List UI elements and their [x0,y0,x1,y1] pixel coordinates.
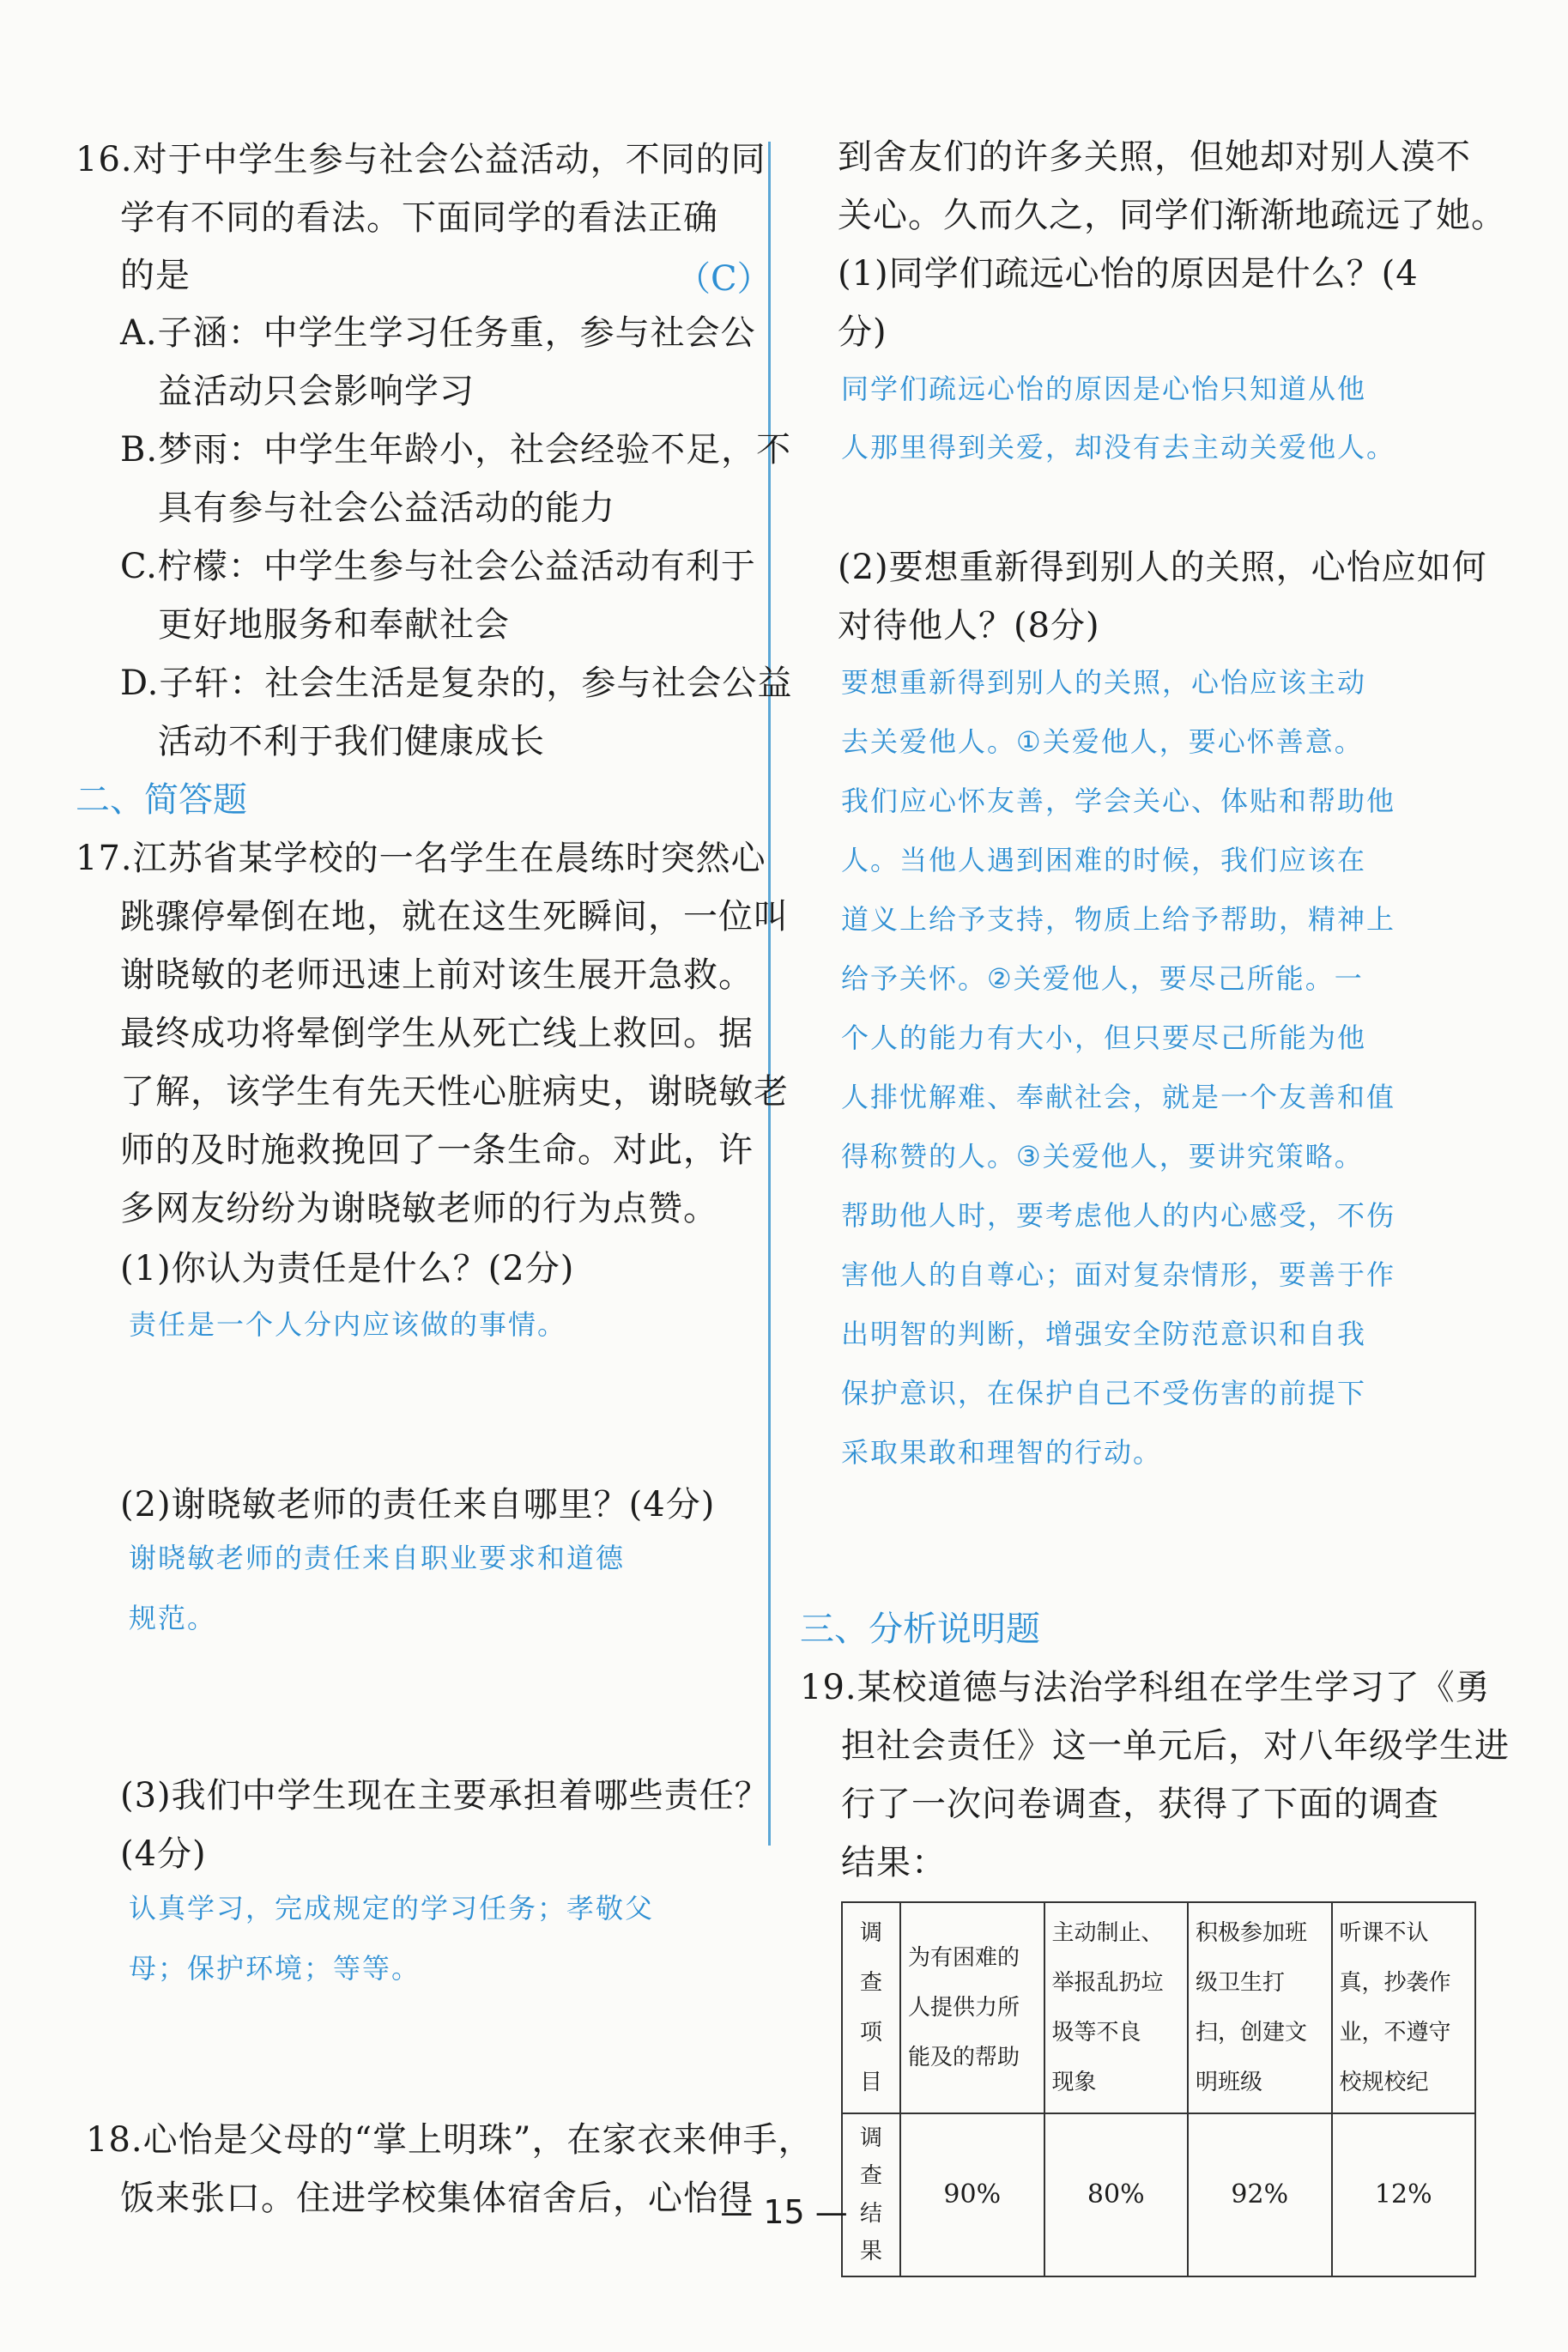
q16-option-b-2: 具有参与社会公益活动的能力 [158,488,615,528]
table-cell-value: 90% [900,2113,1044,2276]
q17-answer-2-line-2: 规范。 [129,1602,217,1634]
table-cell [1188,1902,1332,2113]
q17-line-1: 17.江苏省某学校的一名学生在晨练时突然心 [76,839,766,878]
q19-line-2: 担社会责任》这一单元后，对八年级学生进 [841,1726,1510,1766]
q18-answer-2-line-6: 给予关怀。②关爱他人，要尽己所能。一 [841,962,1364,995]
q16-option-a-1: A.子涵：中学生学习任务重，参与社会公 [120,313,756,353]
table-header-item [842,1902,900,2113]
table-cell-value: 12% [1332,2113,1476,2276]
q16-option-b-1: B.梦雨：中学生年龄小，社会经验不足，不 [120,430,792,470]
q18-answer-2-line-13: 保护意识，在保护自己不受伤害的前提下 [841,1377,1367,1409]
q17-sub1: (1)你认为责任是什么？(2分) [120,1249,575,1288]
table-cell-text: 举报乱扔垃 [1051,1970,1164,1996]
table-cell-text: 明班级 [1196,2070,1263,2095]
q18-answer-2-line-2: 去关爱他人。①关爱他人，要心怀善意。 [841,725,1364,758]
q17-sub2: (2)谢晓敏老师的责任来自哪里？(4分) [120,1485,716,1525]
table-cell-text: 级卫生打 [1196,1970,1286,1996]
q18-sub1-line-2: 分) [838,312,887,352]
table-cell [1332,1902,1476,2113]
q16-option-a-2: 益活动只会影响学习 [158,372,475,411]
q16-answer: （C） [676,259,772,299]
q18-answer-2-line-11: 害他人的自尊心；面对复杂情形，要善于作 [841,1258,1396,1291]
table-cell-text: 真，抄袭作 [1339,1970,1451,1996]
q18-line-3: 到舍友们的许多关照，但她却对别人漠不 [838,137,1471,177]
q17-sub3-line-2: (4分) [120,1834,207,1874]
q18-answer-1-line-2: 人那里得到关爱，却没有去主动关爱他人。 [841,431,1396,464]
table-cell-text: 积极参加班 [1196,1920,1308,1946]
table-cell-value: 80% [1044,2113,1189,2276]
q16-line-3: 的是 [120,256,191,295]
q18-sub1-line-1: (1)同学们疏远心怡的原因是什么？(4 [838,254,1419,294]
q17-answer-2-line-1: 谢晓敏老师的责任来自职业要求和道德 [129,1542,626,1574]
q18-line-1: 18.心怡是父母的“掌上明珠”，在家衣来伸手， [86,2120,814,2160]
q18-answer-2-line-10: 帮助他人时，要考虑他人的内心感受，不伤 [841,1199,1396,1232]
table-cell-text: 现象 [1051,2070,1097,2095]
table-cell-text: 能及的帮助 [908,2045,1020,2070]
q18-line-4: 关心。久而久之，同学们渐渐地疏远了她。 [838,196,1506,235]
q19-line-3: 行了一次问卷调查，获得了下面的调查 [841,1785,1439,1824]
q16-option-d-2: 活动不利于我们健康成长 [158,722,545,761]
table-cell-text: 人提供力所 [908,1995,1020,2021]
table-cell-text: 为有困难的 [908,1945,1020,1971]
q16-option-d-1: D.子轩：社会生活是复杂的，参与社会公益 [120,664,793,703]
q17-line-5: 了解，该学生有先天性心脏病史，谢晓敏老 [120,1072,789,1112]
q18-answer-2-line-5: 道义上给予支持，物质上给予帮助，精神上 [841,903,1396,936]
q17-line-6: 师的及时施救挽回了一条生命。对此，许 [120,1131,754,1170]
q19-line-1: 19.某校道德与法治学科组在学生学习了《勇 [800,1668,1491,1707]
q18-answer-2-line-3: 我们应心怀友善，学会关心、体贴和帮助他 [841,785,1396,817]
q18-answer-2-line-12: 出明智的判断，增强安全防范意识和自我 [841,1318,1367,1350]
q18-answer-2-line-8: 人排忧解难、奉献社会，就是一个友善和值 [841,1081,1396,1113]
q18-answer-2-line-7: 个人的能力有大小，但只要尽己所能为他 [841,1021,1367,1054]
q16-line-2: 学有不同的看法。下面同学的看法正确 [120,198,718,238]
section-3-title: 三、分析说明题 [800,1609,1040,1649]
table-cell-text: 调查 [859,1920,882,1996]
page-number: — 15 — [720,2193,848,2231]
q18-line-2: 饭来张口。住进学校集体宿舍后，心怡得 [120,2179,754,2218]
table-cell-text: 调查 [859,2125,882,2189]
table-cell-text: 扫，创建文 [1196,2020,1308,2046]
table-cell-text: 项目 [859,2020,882,2095]
table-cell-text: 主动制止、 [1051,1920,1164,1946]
table-cell-text: 圾等不良 [1051,2020,1141,2046]
table-cell-text: 校规校纪 [1339,2070,1429,2095]
q17-line-4: 最终成功将晕倒学生从死亡线上救回。据 [120,1014,754,1053]
q16-line-1: 16.对于中学生参与社会公益活动，不同的同 [76,140,766,179]
q16-option-c-2: 更好地服务和奉献社会 [158,605,510,645]
column-divider [768,142,771,1846]
q17-line-7: 多网友纷纷为谢晓敏老师的行为点赞。 [120,1189,718,1228]
q18-answer-2-line-14: 采取果敢和理智的行动。 [841,1436,1163,1469]
q17-sub3-line-1: (3)我们中学生现在主要承担着哪些责任？ [120,1776,770,1816]
q18-answer-2-line-1: 要想重新得到别人的关照，心怡应该主动 [841,666,1367,699]
q16-option-c-1: C.柠檬：中学生参与社会公益活动有利于 [120,547,756,586]
q17-answer-3-line-1: 认真学习，完成规定的学习任务；孝敬父 [129,1892,655,1925]
q17-answer-1: 责任是一个人分内应该做的事情。 [129,1308,567,1341]
table-cell-text: 结果 [859,2201,882,2264]
table-cell-text: 业，不遵守 [1339,2020,1451,2046]
table-row [842,1902,1475,2113]
table-cell-value: 92% [1188,2113,1332,2276]
table-cell [900,1902,1044,2113]
q17-answer-3-line-2: 母；保护环境；等等。 [129,1952,421,1985]
q18-answer-1-line-1: 同学们疏远心怡的原因是心怡只知道从他 [841,373,1367,405]
table-cell-text: 听课不认 [1339,1920,1429,1946]
section-2-title: 二、简答题 [76,780,247,820]
q17-line-2: 跳骤停晕倒在地，就在这生死瞬间，一位叫 [120,897,789,937]
q18-sub2-line-2: 对待他人？(8分) [838,606,1100,646]
q18-sub2-line-1: (2)要想重新得到别人的关照，心怡应如何 [838,548,1487,587]
table-cell [1044,1902,1189,2113]
q18-answer-2-line-4: 人。当他人遇到困难的时候，我们应该在 [841,844,1367,876]
q17-line-3: 谢晓敏的老师迅速上前对该生展开急救。 [120,955,754,995]
q18-answer-2-line-9: 得称赞的人。③关爱他人，要讲究策略。 [841,1140,1364,1173]
q19-line-4: 结果： [841,1843,947,1882]
